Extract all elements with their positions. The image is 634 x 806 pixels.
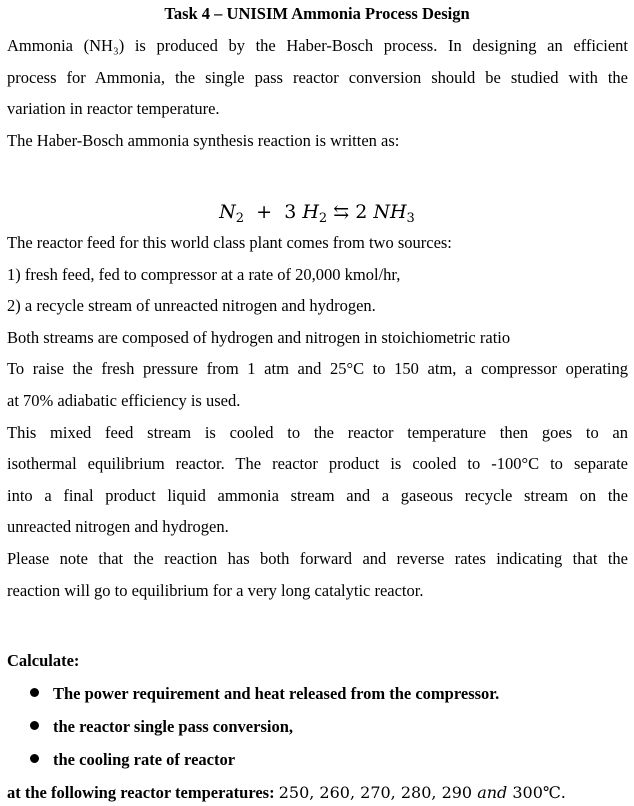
bullet-text: the reactor single pass conversion, — [53, 716, 293, 736]
reaction-equation — [0, 198, 634, 233]
and-text: and — [477, 783, 508, 802]
temperatures-line — [7, 781, 628, 805]
bullet-icon — [30, 754, 39, 763]
intro-line: The Haber-Bosch ammonia synthesis reaction is written as: — [7, 130, 400, 150]
body-line: Both streams are composed of hydrogen and nitrogen in stoichiometric ratio — [7, 327, 511, 347]
calculate-heading: Calculate: — [7, 651, 80, 670]
body-line: reaction will go to equilibrium for a very long catalytic reactor. — [7, 580, 424, 600]
document-title: Task 4 – UNISIM Ammonia Process Design — [164, 4, 470, 23]
bullet-text: the cooling rate of reactor — [53, 750, 236, 769]
body-line: The reactor feed for this world class plant comes from two sources: — [7, 233, 452, 252]
equilibrium-arrow-icon: ⇆ — [333, 201, 350, 223]
bullet-icon — [30, 688, 39, 697]
eq-h2: H — [302, 201, 319, 223]
body-line: at 70% adiabatic efficiency is used. — [7, 391, 241, 410]
eq-sub: 2 — [318, 211, 328, 226]
body-line: isothermal equilibrium reactor. The reactor product is cooled to -100°C to separate — [7, 454, 628, 474]
eq-sub: 2 — [235, 211, 245, 226]
bullet-text: The power requirement and heat released from the compressor. — [53, 683, 500, 703]
eq-nh3: NH — [373, 201, 407, 223]
eq-n2: N — [219, 201, 236, 223]
body-line: into a final product liquid ammonia stream and a gaseous recycle stream on the — [7, 485, 628, 505]
body-line: Please note that the reaction has both forward and reverse rates indicating that the — [7, 549, 628, 568]
eq-coef: 3 — [284, 201, 297, 223]
temperature-values: 250, 260, 270, 280, 290 — [278, 783, 478, 802]
eq-plus: + — [256, 201, 273, 223]
intro-line: process for Ammonia, the single pass reactor conversion should be studied with the — [7, 67, 628, 87]
bullet-item — [30, 748, 235, 772]
intro-line: Ammonia (NH₃) is produced by the Haber-Bosch process. In designing an efficient — [7, 36, 628, 55]
body-line: To raise the fresh pressure from 1 atm and 25°C to 150 atm, a compressor operating — [7, 359, 628, 379]
temperature-last: 300℃. — [507, 783, 566, 802]
bullet-item — [30, 715, 293, 739]
eq-sub: 3 — [406, 211, 415, 226]
body-line: This mixed feed stream is cooled to the reactor temperature then goes to an — [7, 422, 628, 442]
body-line: 1) fresh feed, fed to compressor at a rate of 20,000 kmol/hr, — [7, 264, 401, 284]
temperatures-label: at the following reactor temperatures: — [7, 783, 279, 802]
bullet-icon — [30, 721, 39, 730]
body-line: unreacted nitrogen and hydrogen. — [7, 517, 229, 537]
intro-line: variation in reactor temperature. — [7, 99, 220, 118]
bullet-item — [30, 682, 499, 706]
body-line: 2) a recycle stream of unreacted nitrogen and hydrogen. — [7, 296, 376, 316]
eq-coef: 2 — [355, 201, 368, 223]
